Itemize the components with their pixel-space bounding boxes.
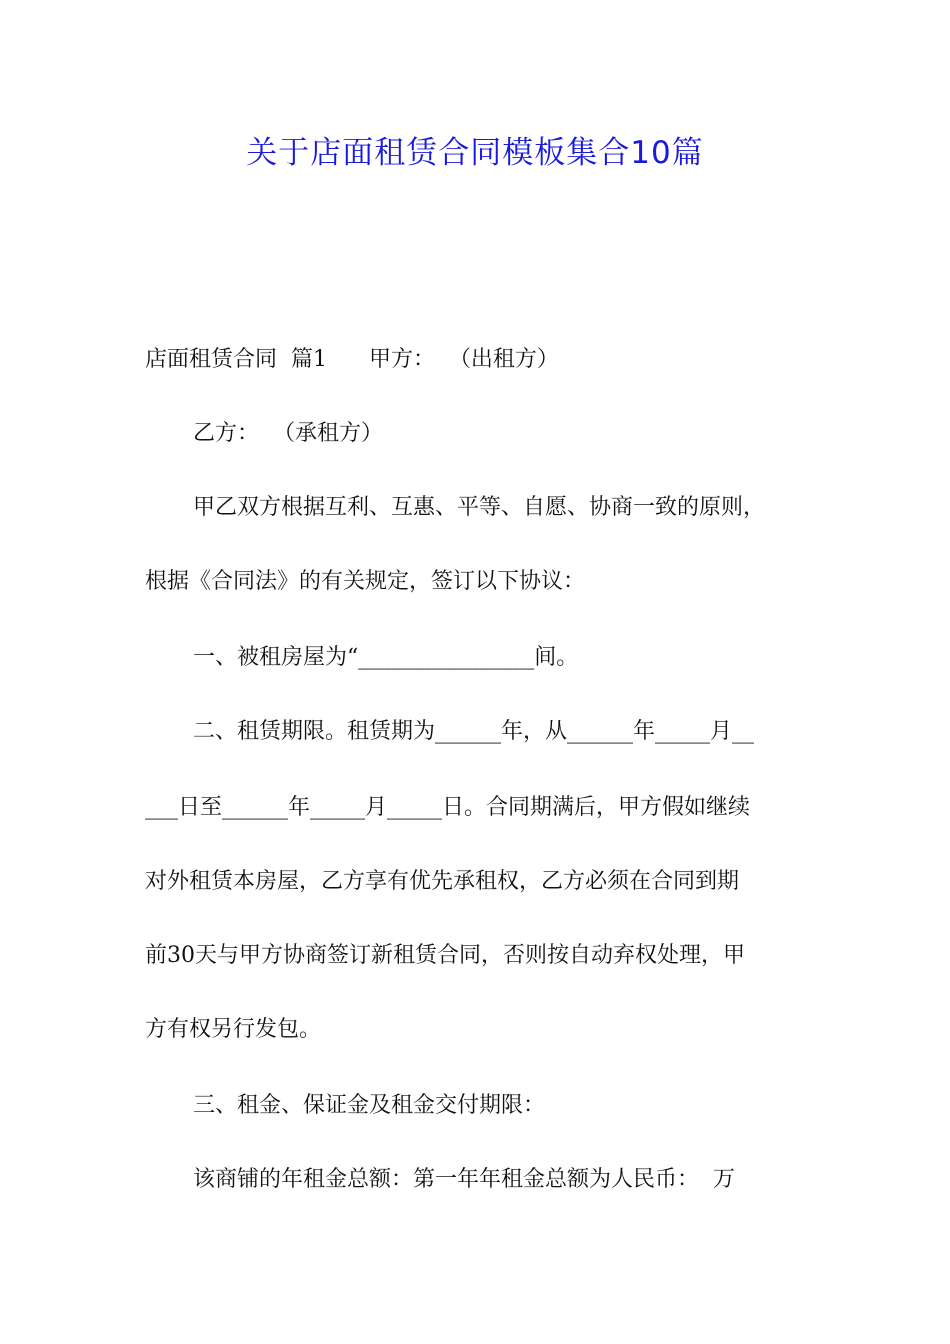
clause-2-line-2: ___日至______年_____月_____日。合同期满后，甲方假如继续 [145, 795, 751, 820]
rent-total-line: 该商铺的年租金总额：第一年年租金总额为人民币： 万 [193, 1167, 735, 1192]
clause-2-line-1: 二、租赁期限。租赁期为______年，从______年_____月__ [193, 719, 755, 744]
clause-2-line-3: 对外租赁本房屋，乙方享有优先承租权，乙方必须在合同到期 [145, 869, 740, 894]
clause-2-line-4: 前30天与甲方协商签订新租赁合同，否则按自动弃权处理，甲 [145, 943, 745, 968]
document-title: 关于店面租赁合同模板集合10篇 [246, 135, 704, 171]
preamble-line-1: 甲乙双方根据互利、互惠、平等、自愿、协商一致的原则， [193, 495, 766, 520]
preamble-line-2: 根据《合同法》的有关规定，签订以下协议： [145, 569, 586, 594]
clause-1-line: 一、被租房屋为“________________间。 [193, 645, 579, 670]
clause-2-line-5: 方有权另行发包。 [145, 1017, 322, 1042]
party-b-line: 乙方： （承租方） [193, 421, 383, 446]
clause-3-line: 三、租金、保证金及租金交付期限： [193, 1093, 546, 1118]
contract-heading-line: 店面租赁合同 篇1 甲方： （出租方） [145, 347, 559, 372]
